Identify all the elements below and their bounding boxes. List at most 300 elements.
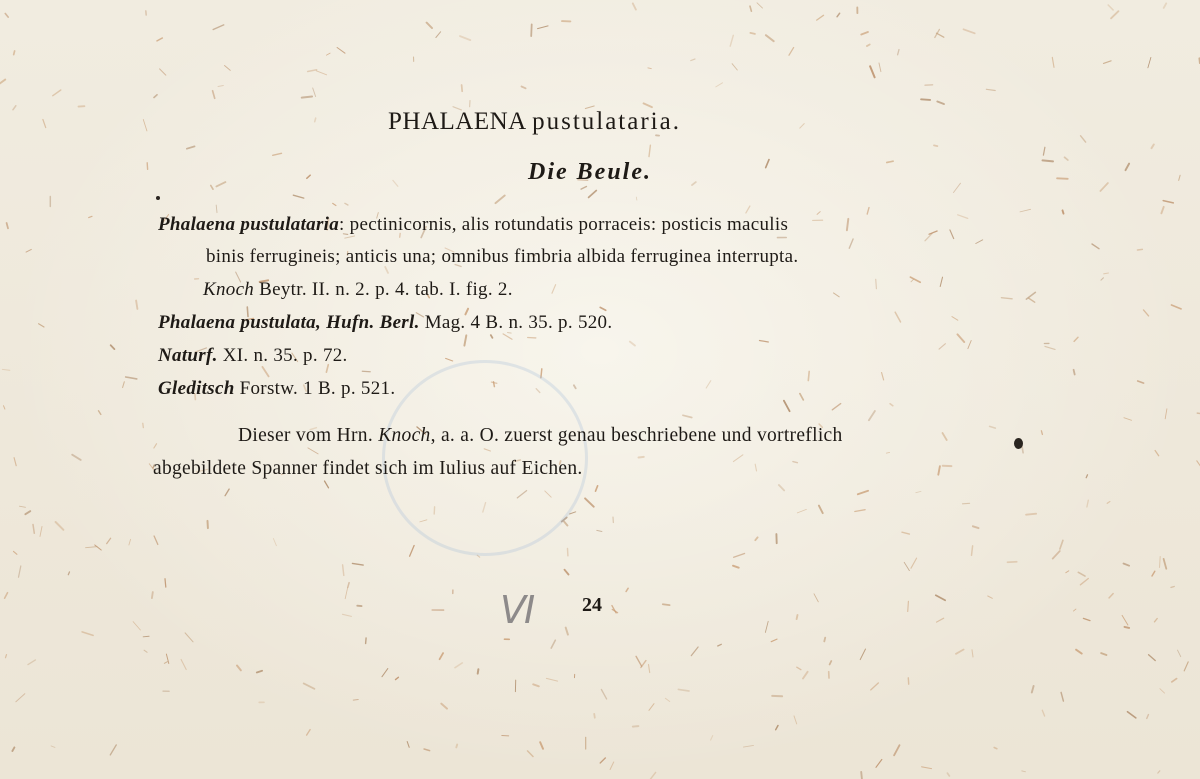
paper-fiber <box>908 601 909 611</box>
paper-fiber <box>911 279 913 281</box>
paper-fiber <box>1020 209 1031 212</box>
paper-fiber <box>1160 689 1165 693</box>
paper-fiber <box>581 187 586 190</box>
description-line-3 <box>203 279 513 301</box>
paper-fiber <box>19 566 21 577</box>
paper-fiber <box>262 367 268 377</box>
paper-fiber <box>273 539 276 546</box>
paper-fiber <box>315 118 316 122</box>
paper-fiber <box>1076 650 1082 654</box>
paper-fiber <box>565 570 569 575</box>
paper-fiber <box>958 215 968 219</box>
paper-fiber <box>589 191 597 198</box>
paper-fiber <box>99 411 101 415</box>
paper-fiber <box>181 660 186 670</box>
paper-fiber <box>1179 175 1180 180</box>
paper-fiber <box>1155 451 1159 456</box>
paper-fiber <box>861 32 868 35</box>
paper-fiber <box>1164 3 1167 8</box>
paper-fiber <box>650 772 655 779</box>
paper-fiber <box>1086 475 1087 478</box>
ink-speck <box>156 196 160 200</box>
paper-fiber <box>691 59 695 61</box>
paper-fiber <box>743 745 753 747</box>
paper-fiber <box>143 120 147 131</box>
reference-text: Forstw. 1 B. p. 521. <box>234 378 396 399</box>
paper-fiber <box>800 394 803 400</box>
paper-fiber <box>129 539 131 545</box>
paper-fiber <box>755 537 757 540</box>
paper-fiber <box>663 604 670 605</box>
paper-fiber <box>546 678 557 681</box>
paper-fiber <box>963 503 970 504</box>
paper-fiber <box>867 208 869 215</box>
paper-fiber <box>1161 207 1163 213</box>
paper-fiber <box>1138 381 1144 383</box>
paper-fiber <box>797 615 798 619</box>
paper-fiber <box>345 236 355 238</box>
paper-fiber <box>143 636 149 637</box>
paper-fiber <box>1080 579 1088 585</box>
paper-fiber <box>446 358 453 361</box>
paper-fiber <box>585 498 594 506</box>
paper-fiber <box>552 285 556 294</box>
paper-fiber <box>154 536 158 544</box>
paper-fiber <box>732 64 737 70</box>
paper-fiber <box>649 145 650 156</box>
paper-fiber <box>72 455 81 460</box>
paper-fiber <box>1126 164 1130 171</box>
description-line-1 <box>158 214 788 236</box>
paper-fiber <box>976 240 983 244</box>
description-text-1: : pectinicornis, alis rotundatis porraceis: posticis maculis <box>339 214 789 235</box>
paper-fiber <box>934 145 937 146</box>
paper-fiber <box>691 647 698 656</box>
paper-fiber <box>19 506 25 507</box>
paper-fiber <box>1164 559 1167 569</box>
paper-fiber <box>6 655 7 658</box>
paper-fiber <box>834 293 840 297</box>
paper-fiber <box>830 661 832 665</box>
paper-fiber <box>757 3 763 8</box>
paper-fiber <box>348 583 349 588</box>
paper-fiber <box>994 748 997 749</box>
paper-fiber <box>460 36 470 40</box>
paper-fiber <box>814 594 818 602</box>
paper-fiber <box>600 307 606 310</box>
paper-fiber <box>123 382 125 388</box>
paper-fiber <box>898 50 899 55</box>
paper-fiber <box>750 33 755 34</box>
paper-fiber <box>218 86 223 87</box>
paper-fiber <box>1074 337 1078 341</box>
paper-fiber <box>1074 370 1075 375</box>
paper-fiber <box>1152 145 1154 149</box>
paper-fiber <box>1087 500 1088 507</box>
paper-fiber <box>678 689 689 691</box>
paper-fiber <box>636 656 642 666</box>
paper-fiber <box>904 562 909 570</box>
paper-fiber <box>600 758 605 763</box>
paper-fiber <box>1022 771 1026 772</box>
paper-fiber <box>257 671 262 673</box>
paper-fiber <box>968 341 971 349</box>
page-title <box>388 108 681 136</box>
paper-fiber <box>531 24 532 36</box>
paper-fiber <box>154 95 157 98</box>
paper-fiber <box>107 538 111 543</box>
paper-fiber <box>902 532 909 534</box>
paper-fiber <box>353 700 358 701</box>
paper-fiber <box>1078 572 1085 576</box>
paper-fiber <box>0 80 5 87</box>
paper-fiber <box>630 342 635 346</box>
author-name: Knoch <box>203 279 255 300</box>
paper-fiber <box>40 527 42 537</box>
paper-fiber <box>711 736 713 741</box>
paper-fiber <box>890 404 893 406</box>
paper-fiber <box>53 90 61 96</box>
paper-fiber <box>396 677 399 679</box>
paper-fiber <box>1100 183 1108 191</box>
paper-fiber <box>237 666 241 671</box>
paper-fiber <box>849 239 853 248</box>
paper-fiber <box>648 68 651 69</box>
paper-fiber <box>522 87 526 89</box>
paper-fiber <box>33 525 34 534</box>
paper-fiber <box>734 554 745 558</box>
description-line-2: binis ferrugineis; anticis una; omnibus fimbria albida ferruginea interrupta. <box>206 246 799 267</box>
paper-fiber <box>427 23 432 29</box>
paper-fiber <box>82 632 93 636</box>
paper-fiber <box>533 684 539 686</box>
reference-name: Gleditsch <box>158 378 235 399</box>
paper-fiber <box>307 175 310 178</box>
paper-fiber <box>1171 587 1174 588</box>
paper-fiber <box>1060 540 1063 549</box>
paper-fiber <box>973 526 979 528</box>
paper-fiber <box>12 747 14 751</box>
paper-fiber <box>1108 5 1113 10</box>
paper-fiber <box>1107 502 1110 504</box>
paper-fiber <box>136 301 137 309</box>
paper-fiber <box>921 99 930 100</box>
paper-fiber <box>566 628 568 635</box>
paper-fiber <box>860 649 865 660</box>
paper-fiber <box>273 153 282 155</box>
paper-fiber <box>789 48 794 56</box>
paper-fiber <box>308 448 318 454</box>
paper-fiber <box>1052 57 1054 67</box>
paper-fiber <box>1125 627 1130 628</box>
paper-fiber <box>540 742 543 749</box>
paper-fiber <box>972 546 973 555</box>
paper-fiber <box>936 595 945 600</box>
paper-fiber <box>1124 564 1130 566</box>
paper-fiber <box>366 638 367 644</box>
paper-fiber <box>307 730 311 736</box>
paper-fiber <box>225 66 231 71</box>
paper-fiber <box>649 704 654 711</box>
paper-fiber <box>990 426 996 428</box>
paper-fiber <box>503 334 512 339</box>
paper-fiber <box>343 565 344 576</box>
paper-fiber <box>152 592 153 598</box>
paper-fiber <box>733 455 743 462</box>
species-name: Phalaena pustulataria <box>158 214 340 235</box>
paper-fiber <box>876 760 882 768</box>
paper-fiber <box>716 83 723 87</box>
paper-fiber <box>750 6 751 11</box>
paper-fiber <box>143 423 144 428</box>
paper-fiber <box>165 579 166 587</box>
paper-fiber <box>154 444 157 448</box>
title-species: pustulataria. <box>532 108 681 135</box>
paper-fiber <box>337 48 345 54</box>
paper-fiber <box>733 566 739 568</box>
paper-fiber <box>1042 710 1044 716</box>
paper-fiber <box>1083 618 1090 620</box>
paper-fiber <box>861 772 862 779</box>
paper-fiber <box>800 124 804 129</box>
paper-fiber <box>832 404 840 410</box>
paper-fiber <box>925 234 932 241</box>
page-number: 24 <box>582 594 602 616</box>
paper-fiber <box>939 344 945 349</box>
paper-fiber <box>1043 147 1045 155</box>
paper-fiber <box>574 385 576 388</box>
reference-text: XI. n. 35. p. 72. <box>217 345 348 366</box>
paper-fiber <box>869 411 875 420</box>
paper-fiber <box>39 324 44 327</box>
paper-fiber <box>456 745 457 748</box>
paper-fiber <box>636 197 637 200</box>
paper-fiber <box>326 53 330 55</box>
paper-fiber <box>1152 571 1155 576</box>
paper-fiber <box>819 506 823 513</box>
reference-line <box>158 312 612 334</box>
paper-fiber <box>937 33 944 37</box>
paper-fiber <box>808 372 809 381</box>
paper-fiber <box>947 773 949 776</box>
paragraph-text: Dieser vom Hrn. <box>238 425 379 446</box>
paper-fiber <box>538 26 548 29</box>
paper-fiber <box>1158 771 1160 773</box>
paper-fiber <box>68 572 69 575</box>
paper-fiber <box>478 669 479 673</box>
paper-fiber <box>797 509 806 513</box>
paper-fiber <box>1149 655 1156 661</box>
paper-fiber <box>95 545 101 550</box>
paper-fiber <box>187 146 195 148</box>
pencil-annotation: VI <box>500 588 534 632</box>
paper-fiber <box>436 32 441 38</box>
paper-fiber <box>455 663 462 668</box>
paper-fiber <box>718 644 722 646</box>
paper-fiber <box>1032 686 1034 693</box>
paragraph-author: Knoch <box>378 425 431 446</box>
paper-fiber <box>216 205 217 213</box>
paper-fiber <box>1147 715 1149 719</box>
paper-fiber <box>410 546 415 557</box>
reference-line <box>158 378 395 400</box>
paper-fiber <box>943 433 947 440</box>
paper-fiber <box>776 726 778 730</box>
paper-fiber <box>1063 210 1064 213</box>
paper-fiber <box>316 71 326 75</box>
paper-fiber <box>644 103 652 107</box>
paper-fiber <box>1104 61 1112 64</box>
paper-fiber <box>4 406 5 409</box>
paper-fiber <box>596 486 598 491</box>
paper-fiber <box>793 462 798 463</box>
paper-fiber <box>855 510 865 512</box>
paper-fiber <box>14 458 16 466</box>
paper-fiber <box>817 212 820 215</box>
reference-line <box>158 345 348 367</box>
paper-fiber <box>916 491 921 492</box>
paper-fiber <box>870 66 875 77</box>
paper-fiber <box>1165 409 1167 419</box>
paper-fiber <box>986 89 995 90</box>
paper-fiber <box>760 341 769 343</box>
paper-fiber <box>407 742 409 748</box>
paper-fiber <box>1001 298 1012 299</box>
paper-fiber <box>5 593 8 599</box>
paper-fiber <box>858 491 868 495</box>
paper-fiber <box>956 650 964 654</box>
paper-fiber <box>911 558 917 568</box>
paper-fiber <box>441 704 447 709</box>
paper-fiber <box>847 219 848 230</box>
paper-fiber <box>325 481 329 488</box>
paper-fiber <box>51 746 55 748</box>
paragraph-text: , a. a. O. zuerst genau beschriebene und vortreflich <box>430 425 843 446</box>
paper-fiber <box>871 683 879 690</box>
paper-fiber <box>1172 679 1177 682</box>
paper-fiber <box>213 25 224 30</box>
paper-fiber <box>393 180 398 186</box>
paper-fiber <box>837 13 840 16</box>
paper-fiber <box>1160 557 1161 568</box>
reference-name: Phalaena pustulata, Hufn. Berl. <box>158 312 420 333</box>
paper-fiber <box>133 622 140 630</box>
paragraph-line-1 <box>238 425 843 447</box>
paper-fiber <box>1065 157 1068 160</box>
paper-fiber <box>185 633 193 642</box>
paper-fiber <box>25 511 30 514</box>
paper-fiber <box>876 279 877 289</box>
paper-fiber <box>14 551 17 554</box>
paper-fiber <box>730 35 733 46</box>
paper-fiber <box>111 345 115 349</box>
paper-fiber <box>225 489 229 496</box>
paper-fiber <box>779 485 784 490</box>
paper-fiber <box>938 466 940 475</box>
paper-fiber <box>56 522 64 530</box>
paper-fiber <box>464 335 466 345</box>
paper-fiber <box>665 698 669 701</box>
paper-fiber <box>462 85 463 91</box>
paper-fiber <box>89 216 92 217</box>
paper-fiber <box>1043 160 1054 161</box>
paper-fiber <box>1057 178 1068 179</box>
paper-fiber <box>424 749 430 751</box>
paper-fiber <box>343 614 352 616</box>
paper-fiber <box>972 650 973 657</box>
ink-blot <box>1014 438 1023 449</box>
paper-fiber <box>797 667 801 670</box>
paper-fiber <box>13 106 16 110</box>
paper-fiber <box>345 588 347 599</box>
paper-fiber <box>1045 346 1055 349</box>
page-subtitle: Die Beule. <box>528 159 652 185</box>
paper-fiber <box>164 662 167 664</box>
paper-fiber <box>683 415 692 417</box>
paper-fiber <box>766 35 774 41</box>
reference-name: Naturf. <box>158 345 218 366</box>
paper-fiber <box>43 120 46 128</box>
paper-fiber <box>887 161 893 162</box>
paper-fiber <box>954 183 961 192</box>
paper-fiber <box>794 716 797 724</box>
paper-fiber <box>1163 201 1173 203</box>
paper-fiber <box>803 672 808 679</box>
paper-fiber <box>157 38 162 41</box>
paper-fiber <box>160 69 166 75</box>
paper-fiber <box>950 230 954 239</box>
paper-fiber <box>440 653 444 659</box>
paper-fiber <box>1104 273 1109 274</box>
paper-fiber <box>922 767 932 769</box>
paper-fiber <box>2 369 9 370</box>
paper-fiber <box>867 45 870 47</box>
paper-fiber <box>886 453 889 454</box>
paper-fiber <box>308 70 317 72</box>
paper-fiber <box>1155 619 1158 622</box>
paper-fiber <box>597 530 602 531</box>
paper-fiber <box>213 91 215 99</box>
paper-fiber <box>86 547 98 548</box>
paper-fiber <box>216 182 225 186</box>
paper-fiber <box>1053 551 1060 559</box>
paper-fiber <box>765 621 768 632</box>
paper-fiber <box>1029 298 1035 302</box>
paper-fiber <box>639 457 644 458</box>
paper-fiber <box>1148 57 1151 67</box>
paper-fiber <box>1041 431 1042 435</box>
paper-fiber <box>1026 514 1036 515</box>
paper-fiber <box>313 88 316 97</box>
reference-text: Mag. 4 B. n. 35. p. 520. <box>419 312 613 333</box>
title-genus: PHALAENA <box>388 108 526 135</box>
paper-fiber <box>1172 305 1182 309</box>
paper-fiber <box>1092 244 1099 249</box>
paper-fiber <box>1184 662 1188 671</box>
paper-fiber <box>766 160 769 168</box>
paper-fiber <box>1109 594 1113 598</box>
paper-fiber <box>937 618 944 622</box>
paper-fiber <box>952 317 958 321</box>
paper-fiber <box>940 277 942 286</box>
paper-fiber <box>26 249 31 252</box>
paper-fiber <box>626 588 628 591</box>
paper-fiber <box>1178 650 1181 657</box>
paper-fiber <box>1101 653 1106 655</box>
paper-fiber <box>937 102 944 105</box>
paper-fiber <box>496 196 505 204</box>
paper-fiber <box>649 665 650 673</box>
